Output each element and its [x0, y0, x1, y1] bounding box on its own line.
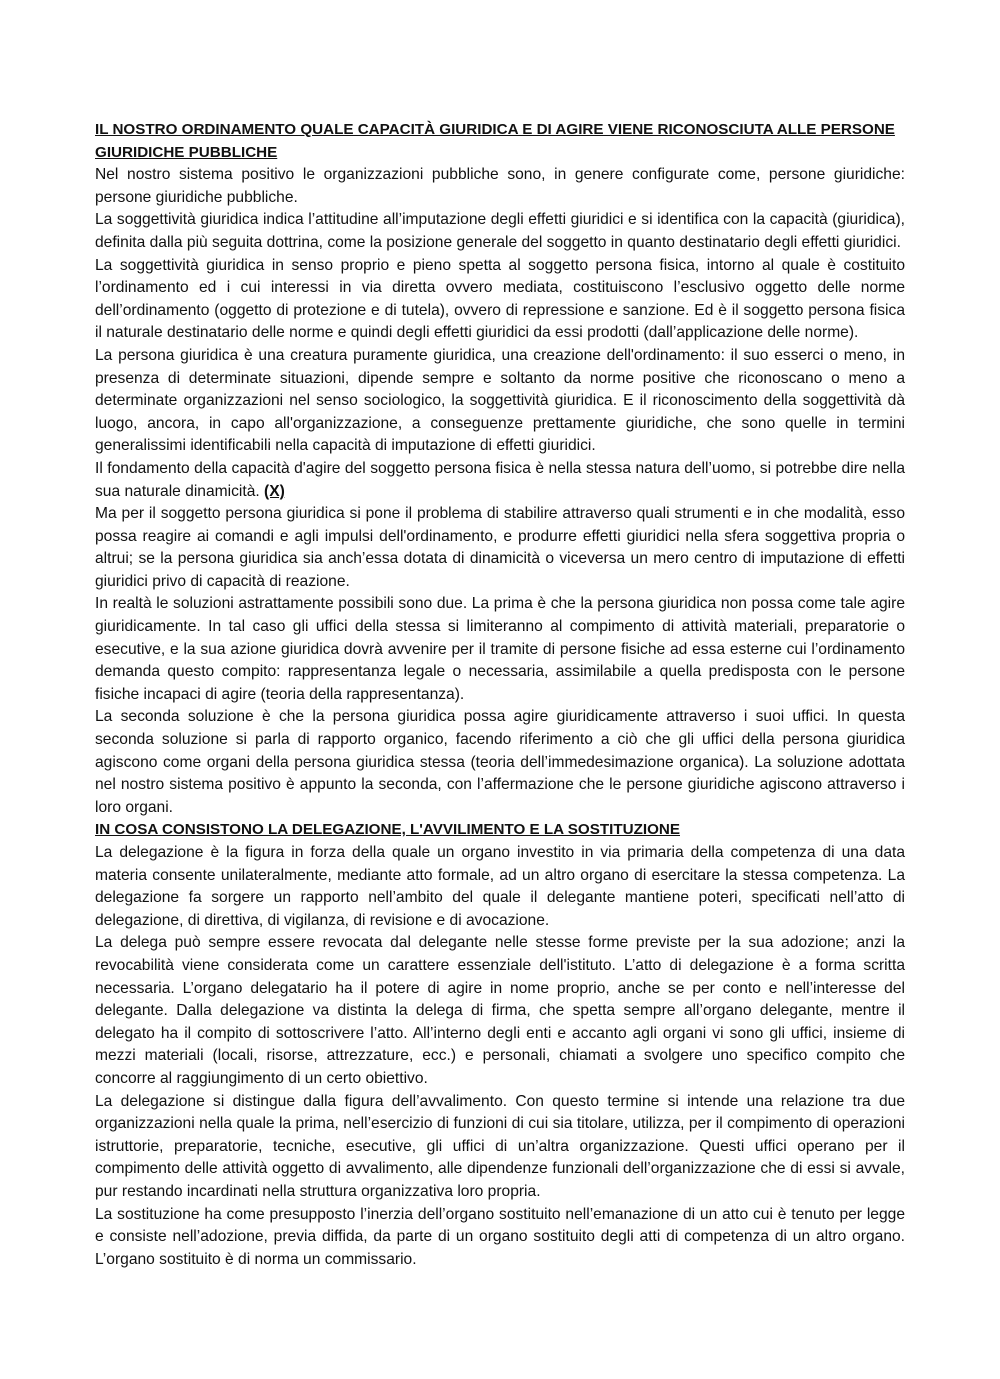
- paragraph-text: Il fondamento della capacità d'agire del soggetto persona fisica è nella stessa natura dell’uomo, si potrebbe dire nella sua naturale dinamicità.: [95, 459, 905, 500]
- paragraph: [95, 458, 905, 503]
- marker-x: (X): [264, 482, 285, 500]
- paragraph: La delegazione è la figura in forza della quale un organo investito in via primaria della competenza di una data materia consente unilateralmente, mediante atto formale, ad un altro organo di esercitare la stessa competenza. La delegazione fa sorgere un rapporto nell’ambito del quale il delegante mantiene poteri, specificati nell’atto di delegazione, di direttiva, di vigilanza, di revisione e di avocazione.: [95, 844, 905, 929]
- section-heading-capacita: IL NOSTRO ORDINAMENTO QUALE CAPACITÀ GIURIDICA E DI AGIRE VIENE RICONOSCIUTA ALLE PERSONE GIURIDICHE PUBBLICHE: [95, 121, 895, 161]
- paragraph: La sostituzione ha come presupposto l’inerzia dell’organo sostituito nell’emanazione di un atto cui è tenuto per legge e consiste nell’adozione, previa diffida, da parte di un organo sostituito degli atti di competenza di un altro organo. L’organo sostituito è di norma un commissario.: [95, 1205, 905, 1268]
- paragraph: In realtà le soluzioni astrattamente possibili sono due. La prima è che la persona giuridica non possa come tale agire giuridicamente. In tal caso gli uffici della stessa si limiteranno al compimento di attività materiali, preparatorie o esecutive, e la sua azione giuridica dovrà avvenire per il tramite di persone fisiche ad essa esterne cui l’ordinamento demanda questo compito: rappresentanza legale o necessaria, assimilabile a quella predisposta con le persone fisiche incapaci di agire (teoria della rappresentanza).: [95, 595, 905, 703]
- paragraph: Ma per il soggetto persona giuridica si pone il problema di stabilire attraverso quali strumenti e in che modalità, esso possa reagire ai comandi e agli impulsi dell'ordinamento, e produrre effetti giuridici nella sfera soggettiva propria o altrui; se la persona giuridica sia anch’essa dotata di dinamicità o viceversa un mero centro di imputazione di effetti giuridici privo di capacità di reazione.: [95, 505, 905, 590]
- paragraph: Nel nostro sistema positivo le organizzazioni pubbliche sono, in genere configurate come, persone giuridiche: persone giuridiche pubbliche.: [95, 166, 905, 206]
- section-heading-delegazione: IN COSA CONSISTONO LA DELEGAZIONE, L'AVVILIMENTO E LA SOSTITUZIONE: [95, 821, 680, 839]
- document-page: [95, 119, 905, 1271]
- paragraph: La seconda soluzione è che la persona giuridica possa agire giuridicamente attraverso i suoi uffici. In questa seconda soluzione si parla di rapporto organico, facendo riferimento a ciò che gli uffici della persona giuridica agiscono come organi della persona giuridica stessa (teoria dell’immedesimazione organica). La soluzione adottata nel nostro sistema positivo è appunto la seconda, con l’affermazione che le persone giuridiche agiscono attraverso i loro organi.: [95, 708, 905, 816]
- paragraph: La delega può sempre essere revocata dal delegante nelle stesse forme previste per la sua adozione; anzi la revocabilità viene considerata come un carattere essenziale dell'istituto. L’atto di delegazione è a forma scritta necessaria. L’organo delegatario ha il potere di agire in nome proprio, anche se per conto e nell’interesse del delegante. Dalla delegazione va distinta la delega di firma, che spetta sempre all’organo delegante, mentre il delegato ha il compito di sottoscrivere l’atto. All’interno degli enti e accanto agli organi vi sono gli uffici, insieme di mezzi materiali (locali, risorse, attrezzature, ecc.) e personali, chiamati a svolgere uno specifico compito che concorre al raggiungimento di un certo obiettivo.: [95, 934, 905, 1087]
- paragraph: La persona giuridica è una creatura puramente giuridica, una creazione dell'ordinamento: il suo esserci o meno, in presenza di determinate situazioni, dipende sempre e soltanto da norme positive che riconoscano o meno a determinate organizzazioni nel senso sociologico, la soggettività giuridica. E il riconoscimento della soggettività dà luogo, ancora, in capo all'organizzazione, a conseguenze prettamente giuridiche, che sono quelle in termini generalissimi identificabili nella capacità di imputazione di effetti giuridici.: [95, 346, 905, 455]
- paragraph: La soggettività giuridica in senso proprio e pieno spetta al soggetto persona fisica, intorno al quale è costituito l’ordinamento ed i cui interessi in via diretta ovvero mediata, costituiscono l’esclusivo oggetto delle norme dell’ordinamento (oggetto di protezione e di tutela), ovvero di repressione e sanzione. Ed è il soggetto persona fisica il naturale destinatario delle norme e quindi degli effetti giuridici da essi prodotti (dall’applicazione delle norme).: [95, 256, 905, 342]
- paragraph: La soggettività giuridica indica l’attitudine all’imputazione degli effetti giuridici e si identifica con la capacità (giuridica), definita dalla più seguita dottrina, come la posizione generale del soggetto in quanto destinatario degli effetti giuridici.: [95, 211, 905, 251]
- paragraph: La delegazione si distingue dalla figura dell’avvalimento. Con questo termine si intende una relazione tra due organizzazioni nella quale la prima, nell’esercizio di funzioni di cui sia titolare, utilizza, per il compimento di operazioni istruttorie, preparatorie, tecniche, esecutive, gli uffici di un’altra organizzazione. Questi uffici operano per il compimento delle attività oggetto di avvalimento, alle dipendenze funzionali dell’organizzazione che di essi si avvale, pur restando incardinati nella struttura organizzativa loro propria.: [95, 1092, 905, 1200]
